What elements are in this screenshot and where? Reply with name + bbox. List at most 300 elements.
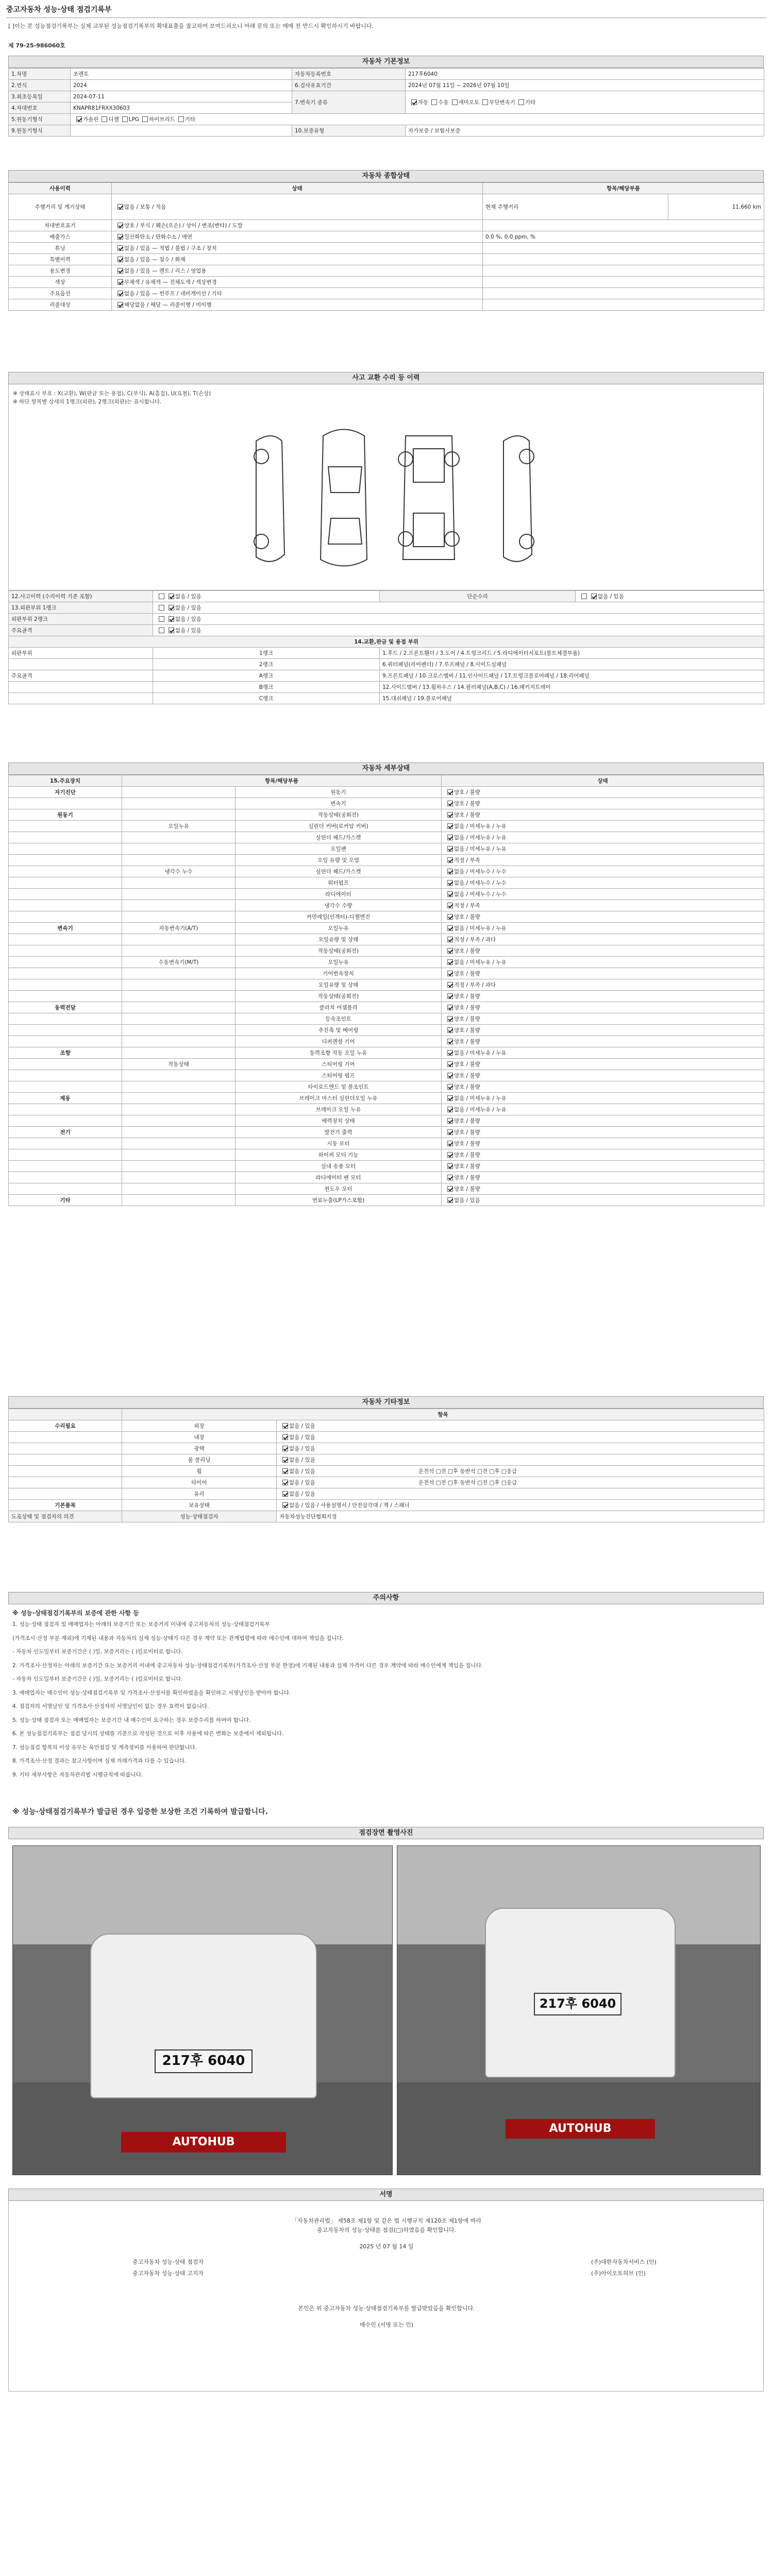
subsystem-name <box>122 855 236 866</box>
state-text: 없음 / 있음 <box>289 1457 315 1463</box>
row-state <box>112 220 483 231</box>
detail-row <box>9 1013 764 1025</box>
item-state <box>442 1172 764 1183</box>
accident-diagram <box>8 384 764 590</box>
detail-row <box>9 1059 764 1070</box>
item-name: 실내 송풍 모터 <box>236 1161 442 1172</box>
system-name <box>9 877 122 889</box>
label: 10.보증유형 <box>292 125 406 137</box>
subsystem-name <box>122 832 236 843</box>
assessor-label: 중고자동차 성능·상태 고지자 <box>132 2270 204 2277</box>
col-header: 항목/해당부품 <box>122 775 442 787</box>
checkbox-icon <box>117 245 123 251</box>
label: 주요골격 <box>9 625 153 636</box>
item-name: 타이로드엔드 및 볼조인트 <box>236 1081 442 1093</box>
label: 9.원동기형식 <box>9 125 71 137</box>
system-name <box>9 866 122 877</box>
item-name: 오일 유량 및 오염 <box>236 855 442 866</box>
option: 무단변속기 <box>489 99 515 106</box>
detail-row <box>9 1081 764 1093</box>
group-name <box>9 1477 122 1488</box>
rank-group <box>9 693 153 704</box>
lift-banner: AUTOHUB <box>121 2132 286 2153</box>
system-name <box>9 900 122 911</box>
state-text: 없음 / 미세누유 / 누유 <box>454 1095 507 1101</box>
item-name: 브레이크 오일 누유 <box>236 1104 442 1115</box>
system-name: 원동기 <box>9 809 122 821</box>
item-name: 추진축 및 베어링 <box>236 1025 442 1036</box>
subsystem-name <box>122 945 236 957</box>
row-detail <box>483 254 764 265</box>
item-name: 보유상태 <box>122 1500 277 1511</box>
item-name: 스티어링 기어 <box>236 1059 442 1070</box>
item-name: 오일팬 <box>236 843 442 855</box>
state-text: 적정 / 부족 / 과다 <box>454 982 496 988</box>
state-text: 없음 / 있음 <box>289 1491 315 1497</box>
rank-group: 주요골격 <box>9 670 153 682</box>
item-state <box>277 1488 764 1500</box>
rank-items: 9.프론트패널 / 10.크로스멤버 / 11.인사이드패널 / 17.트렁크플로어패널 / 18.리어패널 <box>380 670 764 682</box>
checkbox-icon <box>117 223 123 228</box>
row-item: 차대번호표기 <box>9 220 112 231</box>
state-text: 없음 / 있음 — 적법 / 불법 / 구조 / 장치 <box>124 245 217 251</box>
state-text: 적정 / 부족 <box>454 903 480 909</box>
group-name: 수리필요 <box>9 1420 122 1432</box>
item-name: 라디에이터 <box>236 889 442 900</box>
state-text: 없음 / 있음 <box>454 1197 480 1204</box>
state-text: 없음 / 미세누수 / 누수 <box>454 891 507 897</box>
option: 자동 <box>418 99 429 106</box>
subsystem-name <box>122 877 236 889</box>
system-name: 변속기 <box>9 923 122 934</box>
state-text: 일산화탄소 / 탄화수소 / 매연 <box>124 234 192 240</box>
caution-line: 1. 성능·상태 점검자 및 매매업자는 아래의 보증기간 또는 보증거리 이내에 중고자동차의 성능·상태점검기록부 <box>12 1621 270 1628</box>
doc-number: 제 79-25-986060호 <box>8 42 65 49</box>
value: 자가보증 / 보험사보증 <box>406 125 764 137</box>
col-header: 항목/해당부품 <box>483 183 764 194</box>
checkbox-icon <box>482 99 488 105</box>
subsystem-name <box>122 1104 236 1115</box>
item-state <box>442 832 764 843</box>
checkbox-icon <box>447 1027 453 1033</box>
checkbox-icon <box>447 1141 453 1146</box>
detail-row <box>9 979 764 991</box>
state-text: 양호 / 불량 <box>454 993 480 999</box>
checkbox-icon <box>159 594 164 599</box>
extra-text: 운전석 □전 □후 동반석 □전 □후 □응급 <box>418 1468 517 1475</box>
checkbox-icon <box>159 616 164 622</box>
rank-level: C랭크 <box>153 693 380 704</box>
item-state <box>442 1047 764 1059</box>
state-text: 양호 / 불량 <box>454 914 480 920</box>
system-name <box>9 911 122 923</box>
detail-row <box>9 798 764 809</box>
system-name <box>9 1081 122 1093</box>
inspector-label: 중고자동차 성능·상태 점검자 <box>132 2259 204 2265</box>
signature-line-1: 「자동차관리법」 제58조 제1항 및 같은 법 시행규칙 제120조 제1항에 따라 <box>291 2217 482 2224</box>
detail-row <box>9 1036 764 1047</box>
caution-line: 9. 기타 세부사항은 자동차관리법 시행규칙에 따릅니다. <box>12 1771 143 1778</box>
item-state <box>442 809 764 821</box>
checkbox-icon <box>117 268 123 274</box>
car-top-icon <box>321 430 367 566</box>
checkbox-icon <box>452 99 458 105</box>
detail-row <box>9 1070 764 1081</box>
car-side-right-icon <box>503 436 532 562</box>
item-state <box>442 1093 764 1104</box>
subsystem-name <box>122 798 236 809</box>
state-text: 없음 / 있음 <box>289 1468 315 1475</box>
system-name <box>9 1036 122 1047</box>
row-state <box>112 254 483 265</box>
item-name: 스티어링 펌프 <box>236 1070 442 1081</box>
system-name <box>9 945 122 957</box>
subsystem-name: 자동변속기(A/T) <box>122 923 236 934</box>
checkbox-icon <box>447 846 453 852</box>
system-name <box>9 1172 122 1183</box>
checkbox-icon <box>447 948 453 954</box>
row-state <box>112 243 483 254</box>
item-state <box>442 1070 764 1081</box>
item-name: 오일누유 <box>236 957 442 968</box>
state-text: 양호 / 불량 <box>454 1175 480 1181</box>
option: 수동 <box>438 99 449 106</box>
value: 217후6040 <box>406 69 764 80</box>
item-state <box>442 923 764 934</box>
item-name: 라디에이터 팬 모터 <box>236 1172 442 1183</box>
state-text: 없음 / 있음 <box>289 1446 315 1452</box>
item-name: 연료누출(LP가스포함) <box>236 1195 442 1206</box>
label: 5.원동기형식 <box>9 114 71 125</box>
item-name: 워터펌프 <box>236 877 442 889</box>
system-name <box>9 957 122 968</box>
row-state <box>112 194 483 220</box>
subsystem-name <box>122 787 236 798</box>
state-text: 양호 / 불량 <box>454 812 480 818</box>
checkbox-icon <box>447 789 453 795</box>
subsystem-name <box>122 911 236 923</box>
group-name <box>9 1454 122 1466</box>
label: 자동차등록번호 <box>292 69 406 80</box>
detail-row <box>9 968 764 979</box>
state-text: 없음 / 미세누유 / 누유 <box>454 835 507 841</box>
state-text: 양호 / 불량 <box>454 971 480 977</box>
state-text: 없음 / 있음 / 사용설명서 / 안전삼각대 / 잭 / 스패너 <box>289 1502 410 1509</box>
state-text: 무채색 / 유채색 — 전체도색 / 색상변경 <box>124 279 217 285</box>
detail-row <box>9 1047 764 1059</box>
detail-row <box>9 843 764 855</box>
col-header: 상태 <box>112 183 483 194</box>
row-detail: 현재 주행거리 <box>483 194 668 220</box>
state-text: 없음 / 있음 <box>175 616 201 622</box>
state-text: 없음 / 미세누유 / 누유 <box>454 925 507 931</box>
state-text: 양호 / 불량 <box>454 1061 480 1067</box>
misc-row <box>9 1500 764 1511</box>
system-name <box>9 855 122 866</box>
license-plate: 217후 6040 <box>155 2049 253 2073</box>
item-name: 오일유량 및 상태 <box>236 934 442 945</box>
inspector-value: (주)대한자동차서비스 (인) <box>591 2259 657 2265</box>
state-text: 양호 / 불량 <box>454 1073 480 1079</box>
caution-line: - 자동차 인도일부터 보증기간은 ( )일, 보증거리는 ( )킬로미터로 합니다. <box>12 1676 183 1682</box>
detail-row <box>9 1093 764 1104</box>
state-text: 없음 / 있음 — 썬루프 / 네비게이션 / 기타 <box>124 291 222 297</box>
checkbox-icon <box>169 594 174 599</box>
system-name <box>9 979 122 991</box>
item-name: 와이퍼 모터 기능 <box>236 1149 442 1161</box>
checkbox-icon <box>411 99 417 105</box>
item-name: 변속기 <box>236 798 442 809</box>
checkbox-icon <box>447 857 453 863</box>
value: 2024 <box>71 80 292 91</box>
row-item: 용도변경 <box>9 265 112 277</box>
detail-row <box>9 1002 764 1013</box>
checkbox-icon <box>102 116 107 122</box>
state-text: 양호 / 불량 <box>454 1005 480 1011</box>
detail-row <box>9 1195 764 1206</box>
extra-text: 운전석 □전 □후 동반석 □전 □후 □응급 <box>418 1480 517 1486</box>
item-state <box>442 1104 764 1115</box>
label: 13.외판부위 1랭크 <box>9 602 153 614</box>
basic-info-table <box>8 68 764 137</box>
state-text: 없음 / 있음 <box>289 1423 315 1429</box>
checkbox-icon <box>117 234 123 240</box>
item-name: 시동 모터 <box>236 1138 442 1149</box>
item-state <box>442 1036 764 1047</box>
detail-row <box>9 923 764 934</box>
detail-row <box>9 991 764 1002</box>
detail-row <box>9 866 764 877</box>
subsystem-name <box>122 809 236 821</box>
subsystem-name <box>122 1013 236 1025</box>
item-name: 실린더 헤드/가스켓 <box>236 866 442 877</box>
checkbox-icon <box>447 903 453 908</box>
notice-text: [ ]이는 본 성능점검기록부는 실제 교부된 성능점검기록부의 확대표출을 참고하여 보여드리오니 아래 문의 또는 매매 전 반드시 확인하시기 바랍니다. <box>8 23 374 29</box>
detail-row <box>9 1149 764 1161</box>
checkbox-icon <box>447 982 453 988</box>
checkbox-icon <box>518 99 524 105</box>
item-state <box>442 945 764 957</box>
row-item: 주요옵션 <box>9 288 112 299</box>
system-name <box>9 1013 122 1025</box>
misc-row <box>9 1420 764 1432</box>
caution-line: 3. 매매업자는 매수인이 성능·상태점검기록부 및 가격조사·산정서를 확인하였음을 확인하고 서명날인을 받아야 합니다. <box>12 1689 291 1696</box>
row-detail <box>483 220 764 231</box>
item-name: 오일유량 및 상태 <box>236 979 442 991</box>
checkbox-icon <box>282 1502 288 1508</box>
item-name: 윈도우 모터 <box>236 1183 442 1195</box>
item-name: 휠 <box>122 1466 277 1477</box>
checkbox-icon <box>447 801 453 806</box>
misc-row <box>9 1488 764 1500</box>
row-detail: 0.0 %, 0.0 ppm, % <box>483 231 764 243</box>
option: 하이브리드 <box>149 116 175 123</box>
system-name <box>9 889 122 900</box>
rank-items: 1.후드 / 2.프론트휀더 / 3.도어 / 4.트렁크리드 / 5.라디에이터서포트(볼트체결부품) <box>380 648 764 659</box>
detail-row <box>9 1104 764 1115</box>
fuel-options <box>71 114 764 125</box>
rank-items: 12.사이드멤버 / 13.휠하우스 / 14.필러패널(A,B,C) / 16.패키지트레이 <box>380 682 764 693</box>
state-text: 많음 / 보통 / 적음 <box>124 204 166 210</box>
state-text: 양호 / 불량 <box>454 1129 480 1136</box>
state-text: 양호 / 부식 / 훼손(오손) / 상이 / 변조(변타) / 도말 <box>124 223 243 229</box>
value: 쏘렌토 <box>71 69 292 80</box>
label: 2.연식 <box>9 80 71 91</box>
detail-row <box>9 877 764 889</box>
system-name <box>9 832 122 843</box>
subsystem-name <box>122 1149 236 1161</box>
system-name <box>9 1161 122 1172</box>
value: 2024년 07월 11일 ~ 2026년 07월 10일 <box>406 80 764 91</box>
row-state <box>112 288 483 299</box>
buyer-confirm: 본인은 위 중고자동차 성능·상태점검기록부를 발급받았음을 확인합니다. <box>298 2305 475 2312</box>
caution-line: - 자동차 인도일부터 보증기간은 ( )일, 보증거리는 ( )킬로미터로 합니다. <box>12 1649 183 1655</box>
item-name: 타이어 <box>122 1477 277 1488</box>
assessor-value: (주)아이오토허브 (인) <box>591 2270 646 2277</box>
item-name: 유리 <box>122 1488 277 1500</box>
misc-info-header: 자동차 기타정보 <box>8 1396 764 1409</box>
checkbox-icon <box>282 1457 288 1463</box>
row-item: 튜닝 <box>9 243 112 254</box>
row-item: 특별이력 <box>9 254 112 265</box>
item-state <box>442 1002 764 1013</box>
state-text: 없음 / 있음 <box>289 1480 315 1486</box>
state <box>153 614 764 625</box>
row-state <box>112 265 483 277</box>
group-name <box>9 1443 122 1454</box>
subsystem-name <box>122 991 236 1002</box>
checkbox-icon <box>431 99 437 105</box>
value: 자동차성능진단협회지정 <box>277 1511 764 1522</box>
page-title: 중고자동차 성능·상태 점검기록부 <box>6 4 767 18</box>
col-header: 항목 <box>122 1409 764 1420</box>
misc-row <box>9 1466 764 1477</box>
checkbox-icon <box>447 1095 453 1101</box>
item-name: 광택 <box>122 1443 277 1454</box>
item-state <box>442 843 764 855</box>
item-name: 기어변속장치 <box>236 968 442 979</box>
checkbox-icon <box>447 1084 453 1090</box>
state-text: 없음 / 있음 <box>175 628 201 634</box>
system-name: 제동 <box>9 1093 122 1104</box>
item-name: 클러치 어셈블리 <box>236 1002 442 1013</box>
checkbox-icon <box>447 1152 453 1158</box>
rank-header: 14.교환,판금 및 용접 부위 <box>9 636 764 648</box>
item-state <box>442 1115 764 1127</box>
caution-line: (가격조사·산정 부분 제외)에 기재된 내용과 자동차의 실제 성능·상태가 다른 경우 계약 또는 관계법령에 따라 매수인에 대하여 책임을 집니다. <box>12 1635 344 1641</box>
state-text: 양호 / 불량 <box>454 1039 480 1045</box>
caution-line: 4. 점검자의 서명날인 및 가격조사·산정자의 서명날인이 없는 경우 효력이 없습니다. <box>12 1703 209 1709</box>
state <box>153 602 764 614</box>
subsystem-name <box>122 889 236 900</box>
col-header: 사용이력 <box>9 183 112 194</box>
state-text: 없음 / 있음 — 침수 / 화재 <box>124 257 186 263</box>
item-state <box>442 911 764 923</box>
rank-group <box>9 682 153 693</box>
checkbox-icon <box>447 1186 453 1192</box>
item-name: 원동기 <box>236 787 442 798</box>
checkbox-icon <box>447 1061 453 1067</box>
overall-state-table <box>8 182 764 311</box>
item-name: 발전기 출력 <box>236 1127 442 1138</box>
state-text: 없음 / 있음 — 렌트 / 리스 / 영업용 <box>124 268 207 274</box>
row-item: 리콜대상 <box>9 299 112 311</box>
detail-row <box>9 900 764 911</box>
state-text: 양호 / 불량 <box>454 789 480 795</box>
state-text: 양호 / 불량 <box>454 1163 480 1170</box>
subsystem-name <box>122 843 236 855</box>
subsystem-name: 냉각수 누수 <box>122 866 236 877</box>
row-item: 주행거리 및 계기상태 <box>9 194 112 220</box>
detail-row <box>9 945 764 957</box>
state-text: 양호 / 불량 <box>454 1152 480 1158</box>
caution-line: 5. 성능·상태 점검자 또는 매매업자는 보증기간 내 매수인이 요구하는 경우 보증수리를 하여야 합니다. <box>12 1717 251 1723</box>
item-name: 동력조향 작동 오일 누유 <box>236 1047 442 1059</box>
checkbox-icon <box>447 1163 453 1169</box>
caution-line: 6. 본 성능점검기록부는 점검 당시의 상태를 기준으로 작성된 것으로 이후 사용에 따른 변화는 보증에서 제외됩니다. <box>12 1731 284 1737</box>
misc-price-row <box>9 1511 764 1522</box>
item-state <box>442 855 764 866</box>
item-state <box>442 821 764 832</box>
checkbox-icon <box>447 959 453 965</box>
checkbox-icon <box>447 823 453 829</box>
subsystem-name <box>122 900 236 911</box>
item-name: 디퍼렌셜 기어 <box>236 1036 442 1047</box>
row-detail <box>483 277 764 288</box>
item-state <box>442 866 764 877</box>
checkbox-icon <box>447 812 453 818</box>
group-name <box>9 1488 122 1500</box>
rank-items: 6.쿼터패널(리어펜더) / 7.루프패널 / 8.사이드실패널 <box>380 659 764 670</box>
state-text: 양호 / 불량 <box>454 1084 480 1090</box>
checkbox-icon <box>447 835 453 840</box>
group-name: 기본품목 <box>9 1500 122 1511</box>
checkbox-icon <box>117 291 123 296</box>
label: 1.차명 <box>9 69 71 80</box>
checkbox-icon <box>447 1073 453 1078</box>
detail-row <box>9 1138 764 1149</box>
checkbox-icon <box>447 1118 453 1124</box>
item-state <box>442 1195 764 1206</box>
option: 디젤 <box>108 116 119 123</box>
label: 단순수리 <box>380 591 576 602</box>
option: LPG <box>128 116 140 123</box>
col-header: 15.주요장치 <box>9 775 122 787</box>
detail-row <box>9 1161 764 1172</box>
item-state <box>442 1013 764 1025</box>
checkbox-icon <box>117 204 123 210</box>
rank-group <box>9 659 153 670</box>
detail-row <box>9 787 764 798</box>
system-name <box>9 1183 122 1195</box>
subsystem-name <box>122 1093 236 1104</box>
detail-state-table <box>8 775 764 1206</box>
item-name: 커먼레일(인젝터)-디젤엔진 <box>236 911 442 923</box>
subsystem-name: 작동상태 <box>122 1059 236 1070</box>
item-state <box>277 1500 764 1511</box>
rank-items: 15.대쉬패널 / 19.플로어패널 <box>380 693 764 704</box>
checkbox-icon <box>447 914 453 920</box>
subsystem-name <box>122 934 236 945</box>
item-state <box>442 1149 764 1161</box>
state <box>153 625 764 636</box>
caution-lines <box>12 1621 760 1785</box>
state-text: 없음 / 있음 <box>175 594 201 600</box>
detail-row <box>9 1183 764 1195</box>
system-name <box>9 1138 122 1149</box>
signature-box <box>8 2201 764 2392</box>
item-state <box>277 1454 764 1466</box>
